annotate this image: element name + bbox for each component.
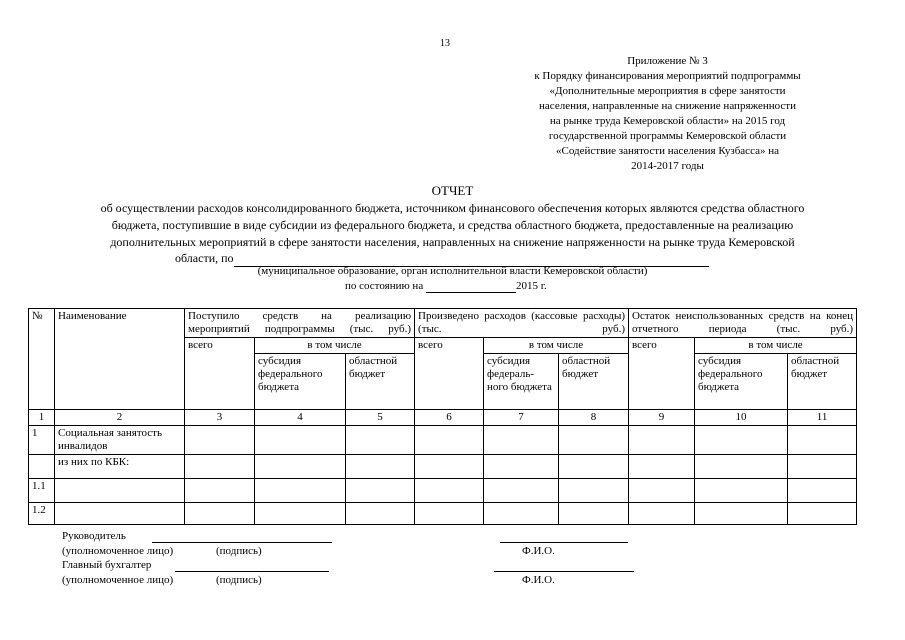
row-num: 1.1 (29, 479, 55, 503)
header-received: Поступило средств на реализацию мероприятий подпрограммы (тыс. руб.) (185, 309, 415, 338)
appendix-line: к Порядку финансирования мероприятий подпрограммы (534, 70, 801, 82)
as-of-row (345, 280, 547, 293)
data-cell[interactable] (788, 455, 857, 479)
data-cell[interactable] (629, 455, 695, 479)
fio-label: Ф.И.О. (522, 574, 555, 586)
data-cell[interactable] (559, 455, 629, 479)
head-signature-line[interactable] (152, 542, 332, 543)
row-name (55, 503, 185, 525)
col-number: 4 (255, 410, 346, 426)
report-subtitle (20, 200, 885, 251)
data-cell[interactable] (415, 503, 484, 525)
col-number: 11 (788, 410, 857, 426)
header-balance: Остаток неиспользованных средств на конец отчетного периода (тыс. руб.) (629, 309, 857, 338)
data-cell[interactable] (695, 426, 788, 455)
data-cell[interactable] (559, 479, 629, 503)
data-cell[interactable] (484, 455, 559, 479)
subtitle-line: об осуществлении расходов консолидированного бюджета, источником финансового обеспечения которых являются средства областного (100, 201, 805, 215)
data-cell[interactable] (788, 503, 857, 525)
header-fed-subsidy: субсидия федерального бюджета (255, 354, 346, 410)
row-name: Социальная занятость инвалидов (55, 426, 185, 455)
head-signature-label: Руководитель (62, 530, 126, 542)
accountant-signature-line[interactable] (175, 571, 329, 572)
signature-label: (подпись) (216, 574, 262, 586)
col-number: 10 (695, 410, 788, 426)
column-number-row (29, 410, 857, 426)
authorized-person-label: (уполномоченное лицо) (62, 574, 174, 586)
data-cell[interactable] (346, 426, 415, 455)
as-of-suffix: 2015 г. (515, 280, 547, 292)
appendix-line: «Дополнительные мероприятия в сфере занятости (549, 85, 786, 97)
data-cell[interactable] (484, 426, 559, 455)
data-cell[interactable] (346, 455, 415, 479)
header-total: всего (415, 338, 484, 410)
appendix-line: «Содействие занятости населения Кузбасса» на (556, 145, 779, 157)
col-number: 3 (185, 410, 255, 426)
data-cell[interactable] (346, 479, 415, 503)
row-num (29, 455, 55, 479)
header-including: в том числе (484, 338, 629, 354)
data-cell[interactable] (346, 503, 415, 525)
data-cell[interactable] (695, 503, 788, 525)
data-cell[interactable] (185, 426, 255, 455)
data-cell[interactable] (185, 503, 255, 525)
header-spent: Произведено расходов (кассовые расходы) (тыс. руб.) (415, 309, 629, 338)
appendix-header (480, 54, 855, 174)
header-total: всего (185, 338, 255, 410)
header-including: в том числе (695, 338, 857, 354)
appendix-line: Приложение № 3 (627, 55, 708, 67)
signature-label: (подпись) (216, 545, 262, 557)
data-cell[interactable] (255, 479, 346, 503)
header-num: № (29, 309, 55, 410)
data-cell[interactable] (185, 455, 255, 479)
table-row (29, 479, 857, 503)
appendix-line: населения, направленные на снижение напряженности (539, 100, 796, 112)
table-row (29, 426, 857, 455)
data-cell[interactable] (255, 426, 346, 455)
data-cell[interactable] (484, 503, 559, 525)
municipality-note: (муниципальное образование, орган исполнительной власти Кемеровской области) (257, 265, 648, 277)
col-number: 7 (484, 410, 559, 426)
header-total: всего (629, 338, 695, 410)
col-number: 9 (629, 410, 695, 426)
data-cell[interactable] (415, 426, 484, 455)
appendix-line: 2014-2017 годы (631, 160, 704, 172)
data-cell[interactable] (255, 455, 346, 479)
col-number: 8 (559, 410, 629, 426)
data-cell[interactable] (559, 426, 629, 455)
data-cell[interactable] (629, 503, 695, 525)
col-number: 5 (346, 410, 415, 426)
appendix-line: на рынке труда Кемеровской области» на 2015 год (549, 115, 786, 127)
data-cell[interactable] (788, 479, 857, 503)
region-prefix: области, по (175, 251, 234, 265)
header-name: Наименование (55, 309, 185, 410)
page-number: 13 (440, 38, 450, 49)
header-regional-budget: областной бюджет (346, 354, 415, 410)
appendix-line: государственной программы Кемеровской области (548, 130, 787, 142)
accountant-fio-line[interactable] (494, 571, 634, 572)
data-cell[interactable] (415, 455, 484, 479)
as-of-date-blank[interactable] (426, 280, 516, 293)
as-of-prefix: по состоянию на (345, 280, 424, 292)
data-cell[interactable] (629, 479, 695, 503)
data-cell[interactable] (559, 503, 629, 525)
row-name: из них по КБК: (55, 455, 185, 479)
header-regional-budget: областной бюджет (788, 354, 857, 410)
table-row (29, 455, 857, 479)
fio-label: Ф.И.О. (522, 545, 555, 557)
data-cell[interactable] (484, 479, 559, 503)
data-cell[interactable] (695, 479, 788, 503)
accountant-signature-label: Главный бухгалтер (62, 559, 152, 571)
col-number: 2 (55, 410, 185, 426)
head-fio-line[interactable] (500, 542, 628, 543)
data-cell[interactable] (629, 426, 695, 455)
subtitle-line: бюджета, поступившие в виде субсидии из федерального бюджета, и средства областного бюджета, предоставленные на реализацию (111, 218, 794, 232)
header-including: в том числе (255, 338, 415, 354)
header-fed-subsidy: субсидия федераль-ного бюджета (484, 354, 559, 410)
header-row (29, 309, 857, 338)
data-cell[interactable] (695, 455, 788, 479)
report-table (28, 308, 857, 525)
col-number: 6 (415, 410, 484, 426)
data-cell[interactable] (415, 479, 484, 503)
data-cell[interactable] (255, 503, 346, 525)
table-row (29, 503, 857, 525)
authorized-person-label: (уполномоченное лицо) (62, 545, 174, 557)
col-number: 1 (29, 410, 55, 426)
subtitle-line: дополнительных мероприятий в сфере занятости населения, направленных на снижение напряженности на рынке труда Кемеровской (110, 235, 795, 249)
row-num: 1 (29, 426, 55, 455)
header-regional-budget: областной бюджет (559, 354, 629, 410)
header-fed-subsidy: субсидия федерального бюджета (695, 354, 788, 410)
row-name (55, 479, 185, 503)
report-title: ОТЧЕТ (431, 183, 474, 198)
data-cell[interactable] (185, 479, 255, 503)
row-num: 1.2 (29, 503, 55, 525)
data-cell[interactable] (788, 426, 857, 455)
